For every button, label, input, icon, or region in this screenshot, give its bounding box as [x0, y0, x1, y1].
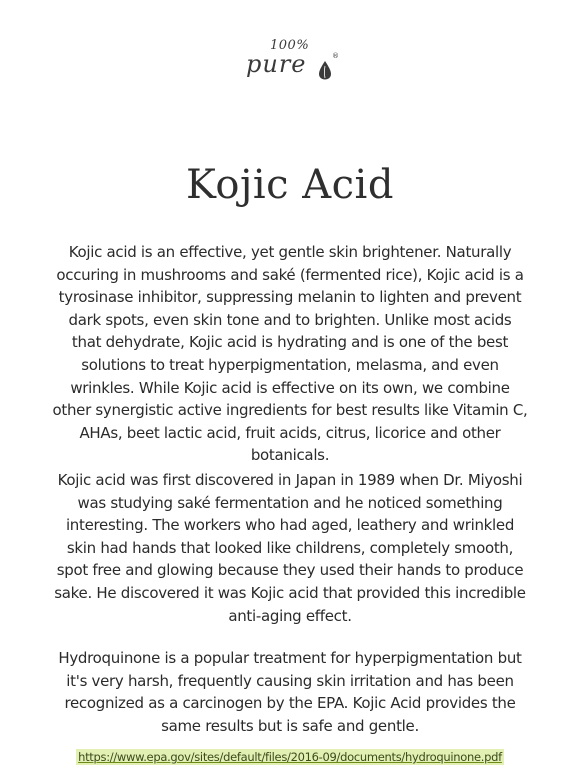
logo-registered-mark: ® [332, 52, 339, 60]
leaf-drop-icon [318, 60, 332, 80]
logo-percent-text: 100% [270, 38, 310, 53]
reference-footer [0, 750, 580, 764]
page-title: Kojic Acid [186, 162, 394, 208]
paragraph-history: Kojic acid was first discovered in Japan in 1989 when Dr. Miyoshi was studying saké fermentation and he noticed something interesting. The workers who had aged, leathery and wrinkled skin had hands that looked like childrens, completely smooth, spot free and glowing because they used their hands to produce sake. He discovered it was Kojic acid that provided this incredible anti-aging effect. [54, 471, 526, 625]
logo-wordmark: pure [246, 50, 307, 78]
paragraph-intro: Kojic acid is an effective, yet gentle skin brightener. Naturally occuring in mushrooms and saké (fermented rice), Kojic acid is a tyrosinase inhibitor, suppressing melanin to lighten and prevent dark spots, even skin tone and to brighten. Unlike most acids that dehydrate, Kojic acid is hydrating and is one of the best solutions to treat hyperpigmentation, melasma, and even wrinkles. While Kojic acid is effective on its own, we combine other synergistic active ingredients for best results like Vitamin C, AHAs, beet lactic acid, fruit acids, citrus, licorice and other botanicals. [52, 243, 528, 465]
reference-link[interactable]: https://www.epa.gov/sites/default/files/2016-09/documents/hydroquinone.pdf [78, 750, 502, 764]
brand-logo [236, 38, 346, 92]
paragraph-comparison: Hydroquinone is a popular treatment for hyperpigmentation but it's very harsh, frequently causing skin irritation and has been recognized as a carcinogen by the EPA. Kojic Acid provides the same results but is safe and gentle. [58, 649, 522, 735]
